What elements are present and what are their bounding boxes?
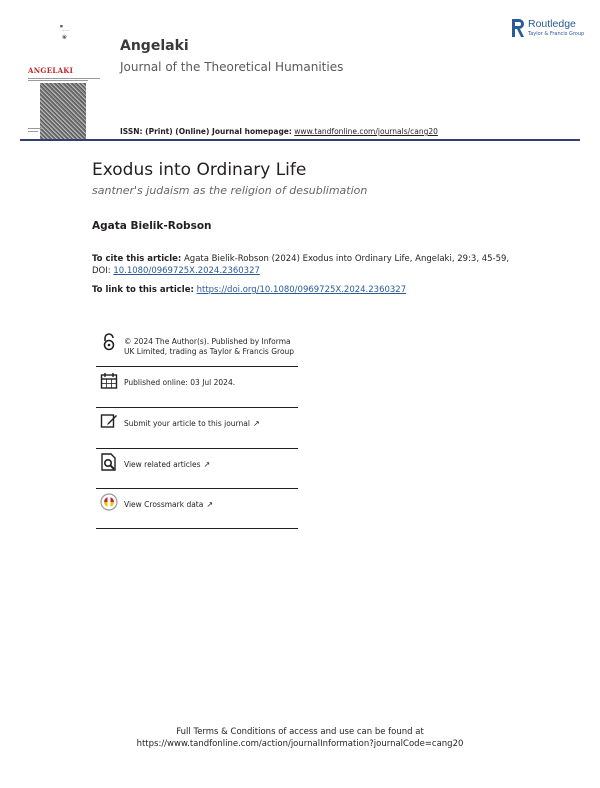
submit-article-link[interactable]: Submit your article to this journal (124, 419, 250, 428)
open-access-icon (100, 333, 118, 351)
cite-label: To cite this article: (92, 254, 182, 264)
related-articles-row[interactable] (96, 448, 298, 489)
external-link-icon: ↗ (206, 500, 214, 509)
article-subtitle: santner's judaism as the religion of desublimation (92, 184, 368, 197)
publisher-tagline: Taylor & Francis Group (528, 31, 585, 37)
footer-terms-url[interactable]: https://www.tandfonline.com/action/journalInformation?journalCode=cang20 (136, 739, 464, 749)
routledge-r-icon (510, 18, 526, 38)
article-url-link[interactable]: https://doi.org/10.1080/0969725X.2024.2360327 (196, 285, 407, 295)
crossmark-row[interactable] (96, 488, 298, 529)
related-articles-icon (100, 453, 118, 471)
crossmark-link[interactable]: View Crossmark data (124, 500, 204, 509)
article-link-block (92, 285, 406, 295)
publisher-name: Routledge (528, 18, 576, 30)
journal-subtitle: Journal of the Theoretical Humanities (120, 60, 344, 74)
related-articles-link[interactable]: View related articles (124, 460, 201, 469)
doi-label: DOI: (92, 266, 111, 276)
article-author: Agata Bielik-Robson (92, 220, 212, 232)
external-link-icon: ↗ (252, 419, 260, 428)
footer-terms: Full Terms & Conditions of access and use can be found at (176, 727, 424, 737)
cover-artwork (40, 83, 86, 141)
calendar-icon (100, 372, 118, 390)
cite-text: Agata Bielik-Robson (2024) Exodus into Ordinary Life, Angelaki, 29:3, 45-59, (183, 254, 510, 264)
cover-title: ANGELAKI (28, 66, 74, 75)
issn-label: ISSN: (Print) (Online) Journal homepage: (120, 127, 292, 136)
issn-line (120, 127, 438, 136)
routledge-logo (510, 18, 590, 40)
article-title: Exodus into Ordinary Life (92, 160, 307, 180)
submit-article-row[interactable] (96, 407, 298, 449)
open-access-row (96, 330, 298, 367)
doi-link[interactable]: 10.1080/0969725X.2024.2360327 (113, 266, 260, 276)
published-date: Published online: 03 Jul 2024. (124, 378, 236, 387)
journal-homepage-link[interactable]: www.tandfonline.com/journals/cang20 (294, 127, 438, 136)
link-label: To link to this article: (92, 285, 194, 295)
citation-block (92, 253, 522, 277)
crossmark-icon (100, 493, 118, 511)
journal-cover-image: ■ ~~~ ❀ ANGELAKI (22, 20, 102, 136)
header-divider (20, 139, 580, 141)
journal-name: Angelaki (120, 38, 189, 54)
published-row (96, 366, 298, 408)
edit-icon (100, 412, 118, 430)
external-link-icon: ↗ (203, 460, 211, 469)
copyright-text: © 2024 The Author(s). Published by Informa UK Limited, trading as Taylor & Francis Group (124, 337, 295, 356)
